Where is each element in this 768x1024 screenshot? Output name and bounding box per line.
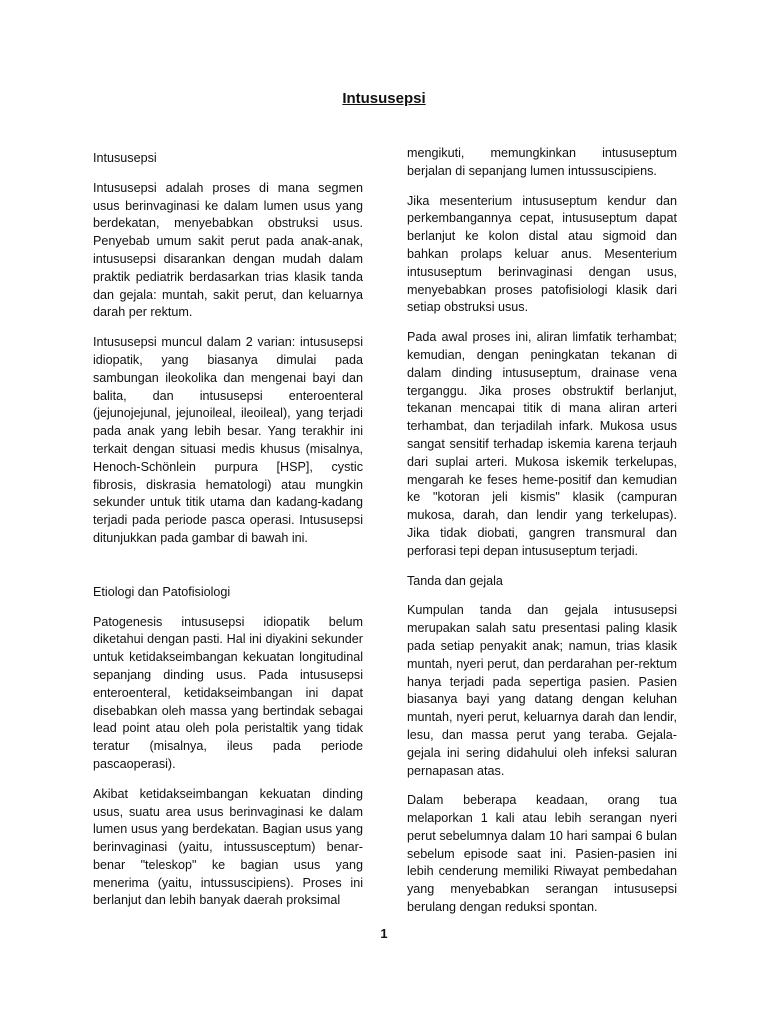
paragraph-process: Pada awal proses ini, aliran limfatik terhambat; kemudian, dengan peningkatan tekanan di dalam dinding intususeptum, drainase vena terganggu. Jika proses obstruktif berlanjut, tekanan mencapai titik di mana aliran arteri terhambat, dan terjadilah infark. Mukosa usus sangat sensitif terhadap iskemia karena terjauh dari suplai arteri. Mukosa iskemik terkelupas, mengarah ke feses heme-positif dan kemudian ke "kotoran jeli kismis" klasik (campuran mukosa, darah, dan lendir yang terkelupas). Jika tidak diobati, gangren transmural dan perforasi tepi depan intususeptum terjadi. [407,330,677,558]
paragraph-pathogenesis: Patogenesis intususepsi idiopatik belum diketahui dengan pasti. Hal ini diyakini sekunder untuk ketidakseimbangan kekuatan longitudinal sepanjang dinding usus. Pada intususepsi enteroenteral, ketidakseimbangan ini dapat disebabkan oleh massa yang bertindak sebagai lead point atau oleh pola peristaltik yang tidak teratur (misalnya, ileus pada periode pascaoperasi). [93,614,363,771]
paragraph-definition: Intususepsi adalah proses di mana segmen usus berinvaginasi ke dalam lumen usus yang berdekatan, menyebabkan obstruksi usus. Penyebab umum sakit perut pada anak-anak, intususepsi disarankan dengan mudah dalam praktik pediatrik berdasarkan trias klasik tanda dan gejala: muntah, sakit perut, dan keluarnya darah per rektum. [93,180,363,320]
paragraph-imbalance: Akibat ketidakseimbangan kekuatan dinding usus, suatu area usus berinvaginasi ke dalam lumen usus yang berdekatan. Bagian usus yang berinvaginasi (yaitu, intussusceptum) benar-benar "teleskop" ke bagian usus yang menerima (yaitu, intussuscipiens). Proses ini berlanjut dan lebih banyak daerah proksimal [93,786,363,908]
section-heading-tanda-gejala: Tanda dan gejala [407,573,503,588]
document-title: Intususepsi [342,90,426,107]
paragraph-continuation: mengikuti, memungkinkan intususeptum berjalan di sepanjang lumen intussuscipiens. [407,146,677,178]
section-heading-intususepsi: Intususepsi [93,151,157,165]
paragraph-history: Dalam beberapa keadaan, orang tua melaporkan 1 kali atau lebih serangan nyeri perut sebelumnya dalam 10 hari sampai 6 bulan sebelum episode saat ini. Pasien-pasien ini lebih cenderung memiliki Riwayat pembedahan yang menyebabkan serangan intususepsi berulang dengan reduksi spontan. [407,793,677,915]
left-column [93,150,363,922]
right-column [407,145,677,929]
paragraph-variants: Intususepsi muncul dalam 2 varian: intususepsi idiopatik, yang biasanya dimulai pada sambungan ileokolika dan mengenai bayi dan balita, dan intususepsi enteroenteral (jejunojejunal, jejunoileal, ileoileal), yang terjadi pada anak yang lebih besar. Yang terakhir ini terkait dengan situasi medis khusus (misalnya, Henoch-Schönlein purpura [HSP], cystic fibrosis, diskrasia hematologi) atau mungkin sekunder untuk titik utama dan kadang-kadang terjadi pada periode pasca operasi. Intususepsi ditunjukkan pada gambar di bawah ini. [93,335,363,545]
paragraph-mesenterium: Jika mesenterium intususeptum kendur dan perkembangannya cepat, intususeptum dapat berlanjut ke kolon distal atau sigmoid dan bahkan prolaps keluar anus. Mesenterium intususeptum berinvaginasi dengan usus, menyebabkan proses patofisiologi klasik dari setiap obstruksi usus. [407,193,677,315]
section-heading-etiologi: Etiologi dan Patofisiologi [93,584,231,599]
paragraph-signs: Kumpulan tanda dan gejala intususepsi merupakan salah satu presentasi paling klasik pada setiap penyakit anak; namun, trias klasik muntah, nyeri perut, dan perdarahan per-rektum hanya terjadi pada sepertiga pasien. Pasien biasanya bayi yang datang dengan keluhan muntah, nyeri perut, keluarnya darah dan lendir, lesu, dan massa perut yang teraba. Gejala-gejala ini sering didahului oleh infeksi saluran pernapasan atas. [407,603,677,778]
page-number: 1 [380,926,388,941]
